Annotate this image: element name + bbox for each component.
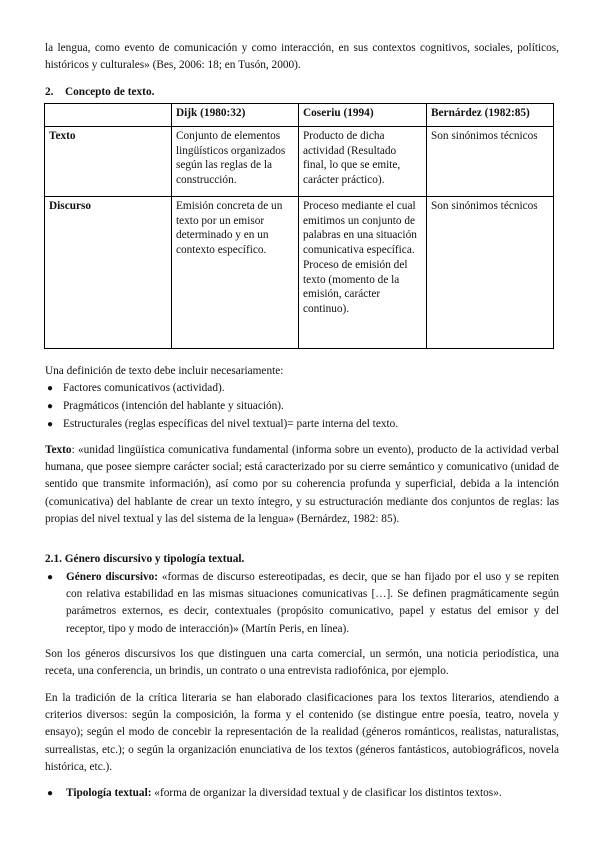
bullet-icon: ● [47, 788, 54, 799]
table-row [45, 197, 554, 349]
tipologia-body: «forma de organizar la diversidad textual y de clasificar los distintos textos». [151, 787, 502, 799]
section-2-heading [45, 84, 154, 101]
table-header-cell: Coseriu (1994) [299, 104, 427, 127]
table-cell: Proceso mediante el cual emitimos un conjunto de palabras en una situación comunicativa específica. Proceso de emisión del texto (momento de la emisión, carácter continuo). [299, 197, 427, 349]
texto-term: Texto [45, 444, 72, 456]
table-cell: Emisión concreta de un texto por un emisor determinado y en un contexto específico. [172, 197, 299, 349]
bullet-icon: ● [47, 383, 54, 394]
intro-paragraph: la lengua, como evento de comunicación y como interacción, en sus contextos cognitivos, sociales, políticos, históricos y culturales» (Bes, 2006: 18; en Tusón, 2000). [45, 42, 559, 72]
bullet-icon: ● [47, 419, 54, 430]
table-header-cell: Bernárdez (1982:85) [427, 104, 554, 127]
section-2-1-heading: 2.1. Género discursivo y tipología textual. [45, 553, 245, 565]
genero-body: «formas de discurso estereotipadas, es decir, que se han fijado por el uso y se repiten con relativa estabilidad en las mismas situaciones comunicativas […]. Se definen pragmáticamente según parámetros externos, es decir, contextuales (propósito comunicativo, papel y estatus del emisor y del receptor, tipo y modo de interacción)» (Martín Peris, en línea). [66, 571, 559, 635]
table-header-row [45, 104, 554, 127]
table-cell: Son sinónimos técnicos [427, 127, 554, 197]
table-header-cell: Dijk (1980:32) [172, 104, 299, 127]
tipologia-term: Tipología textual: [66, 787, 152, 799]
definition-lead: Una definición de texto debe incluir necesariamente: [45, 365, 284, 377]
bullet-icon: ● [47, 572, 54, 583]
list-item-text: Pragmáticos (intención del hablante y situación). [63, 400, 284, 412]
genero-definition [66, 569, 559, 638]
tradicion-paragraph: En la tradición de la crítica literaria se han elaborado clasificaciones para los textos literarios, atendiendo a criterios diversos: según la composición, la forma y el contenido (se distingue entre poesía, teatro, novela y ensayo); según el modo de concebir la representación de la realidad (géneros románticos, realistas, naturalistas, surrealistas, etc.); o según la organización enunciativa de los textos (géneros fantásticos, autobiográficos, novela histórica, etc.). [45, 692, 559, 773]
table-cell: Producto de dicha actividad (Resultado final, lo que se emite, carácter práctico). [299, 127, 427, 197]
section-2-title: Concepto de texto. [65, 86, 155, 98]
section-2-number: 2. [45, 86, 54, 98]
row-label-discurso: Discurso [45, 197, 172, 349]
generos-paragraph: Son los géneros discursivos los que distinguen una carta comercial, un sermón, una noticia periodística, una receta, una conferencia, un brindis, un contrato o una entrevista radiofónica, por ejemplo. [45, 648, 559, 678]
list-item-text: Factores comunicativos (actividad). [63, 382, 225, 394]
texto-definition-body: : «unidad lingüística comunicativa fundamental (informa sobre un evento), producto de la actividad verbal humana, que posee siempre carácter social; está caracterizado por su cierre semántico y comunicativo (unidad de sentido que transmite información), así como por su coherencia profunda y superficial, debida a la intención (comunicativa) del hablante de crear un texto íntegro, y su estructuración mediante dos conjuntos de reglas: las propias del nivel textual y las del sistema de la lengua» (Bernárdez, 1982: 85). [45, 444, 559, 525]
table-header-cell [45, 104, 172, 127]
tipologia-definition [66, 785, 559, 802]
list-item-text: Estructurales (reglas específicas del nivel textual)= parte interna del texto. [63, 418, 399, 430]
genero-term: Género discursivo: [66, 571, 159, 583]
table-cell: Son sinónimos técnicos [427, 197, 554, 349]
bullet-icon: ● [47, 401, 54, 412]
table-row [45, 127, 554, 197]
row-label-texto: Texto [45, 127, 172, 197]
table-cell: Conjunto de elementos lingüísticos organizados según las reglas de la construcción. [172, 127, 299, 197]
list-item [45, 569, 559, 638]
texto-definition-paragraph [45, 442, 559, 528]
list-item [45, 785, 559, 802]
concept-table [44, 103, 554, 349]
